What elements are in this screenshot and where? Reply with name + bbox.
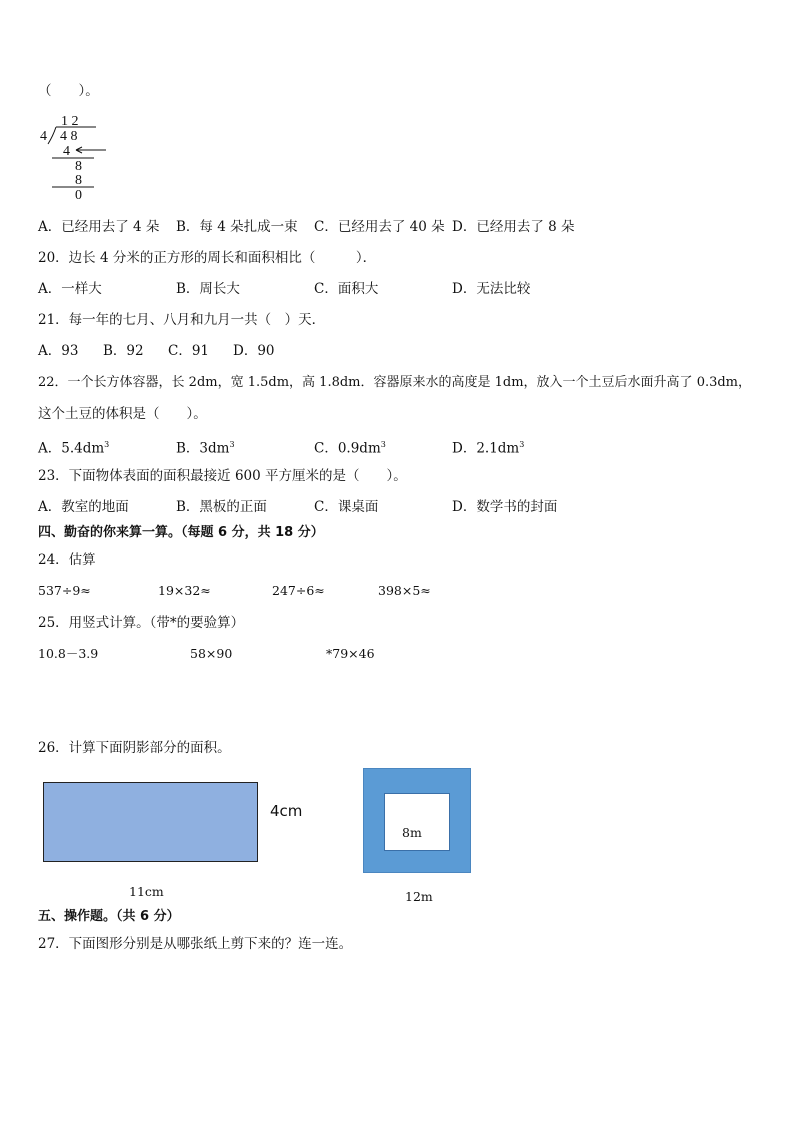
rect-height-label: 4cm [270,802,303,820]
q20-option-d[interactable]: D．无法比较 [452,281,531,297]
q24-item-2: 19×32≈ [158,583,211,598]
division-remainder: 0 [75,188,82,203]
q22-option-d[interactable] [452,436,524,458]
division-quotient: 1 2 [61,114,79,129]
q21-option-b[interactable]: B．92 [103,343,144,359]
division-step2: 8 [75,159,82,174]
rect-width-label: 11cm [129,884,164,899]
q22-unit-exp: 3 [229,440,235,449]
q20-option-b[interactable]: B．周长大 [176,281,240,297]
q26-text: 26．计算下面阴影部分的面积。 [38,740,231,756]
q23-option-b[interactable]: B．黑板的正面 [176,499,267,515]
shaded-rectangle [43,782,258,862]
division-dividend: 4 8 [60,129,78,144]
q24-item-4: 398×5≈ [378,583,431,598]
q25-item-3: *79×46 [326,646,375,661]
q25-item-1: 10.8－3.9 [38,646,99,661]
q22-option-a[interactable] [38,436,109,458]
division-divisor: 4 [40,129,47,144]
inner-square [384,793,450,851]
q23-text: 23．下面物体表面的面积最接近 600 平方厘米的是（ ）。 [38,468,407,484]
q22-option-d-label: D．2.1dm [452,440,520,457]
q25-item-2: 58×90 [190,646,233,661]
q20-option-c[interactable]: C．面积大 [314,281,379,297]
section5-title: 五、操作题。（共 6 分） [38,909,180,924]
q22-option-b-label: B．3dm [176,440,230,457]
q19-option-c[interactable]: C．已经用去了 40 朵 [314,219,445,235]
q21-text: 21．每一年的七月、八月和九月一共（ ）天． [38,312,326,328]
q24-text: 24．估算 [38,552,96,568]
division-step3: 8 [75,173,82,188]
q22-option-c[interactable] [314,436,386,458]
division-step1: 4 [63,144,70,159]
shaded-square-outer [363,768,471,873]
q21-option-a[interactable]: A．93 [38,343,79,359]
q19-option-a[interactable]: A．已经用去了 4 朵 [38,219,160,235]
q20-text: 20．边长 4 分米的正方形的周长和面积相比（ ）． [38,250,377,266]
q22-option-c-label: C．0.9dm [314,440,381,457]
inner-square-label: 8m [402,825,422,840]
q19-blank: （ ）。 [38,83,99,99]
q23-option-d[interactable]: D．数学书的封面 [452,499,558,515]
section4-title: 四、勤奋的你来算一算。（每题 6 分，共 18 分） [38,525,324,540]
q22-option-a-label: A．5.4dm [38,440,105,457]
q19-option-d[interactable]: D．已经用去了 8 朵 [452,219,575,235]
division-lines [36,112,116,202]
q22-unit-exp: 3 [104,440,110,449]
q20-option-a[interactable]: A．一样大 [38,281,102,297]
q22-text-line2: 这个土豆的体积是（ ）。 [38,406,207,422]
outer-square-label: 12m [405,889,433,904]
q22-unit-exp: 3 [519,440,525,449]
q21-option-c[interactable]: C．91 [168,343,210,359]
q22-text-line1: 22．一个长方体容器，长 2dm，宽 1.5dm，高 1.8dm．容器原来水的高度是 1dm，放入一个土豆后水面升高了 0.3dm， [38,375,752,390]
q22-unit-exp: 3 [380,440,386,449]
q24-item-1: 537÷9≈ [38,583,91,598]
q23-option-a[interactable]: A．教室的地面 [38,499,129,515]
q24-item-3: 247÷6≈ [272,583,325,598]
q27-text: 27．下面图形分别是从哪张纸上剪下来的？连一连。 [38,936,353,952]
q22-option-b[interactable] [176,436,235,458]
q25-text: 25．用竖式计算。（带*的要验算） [38,615,245,631]
q19-option-b[interactable]: B．每 4 朵扎成一束 [176,219,298,235]
q23-option-c[interactable]: C．课桌面 [314,499,379,515]
q21-option-d[interactable]: D．90 [233,343,275,359]
